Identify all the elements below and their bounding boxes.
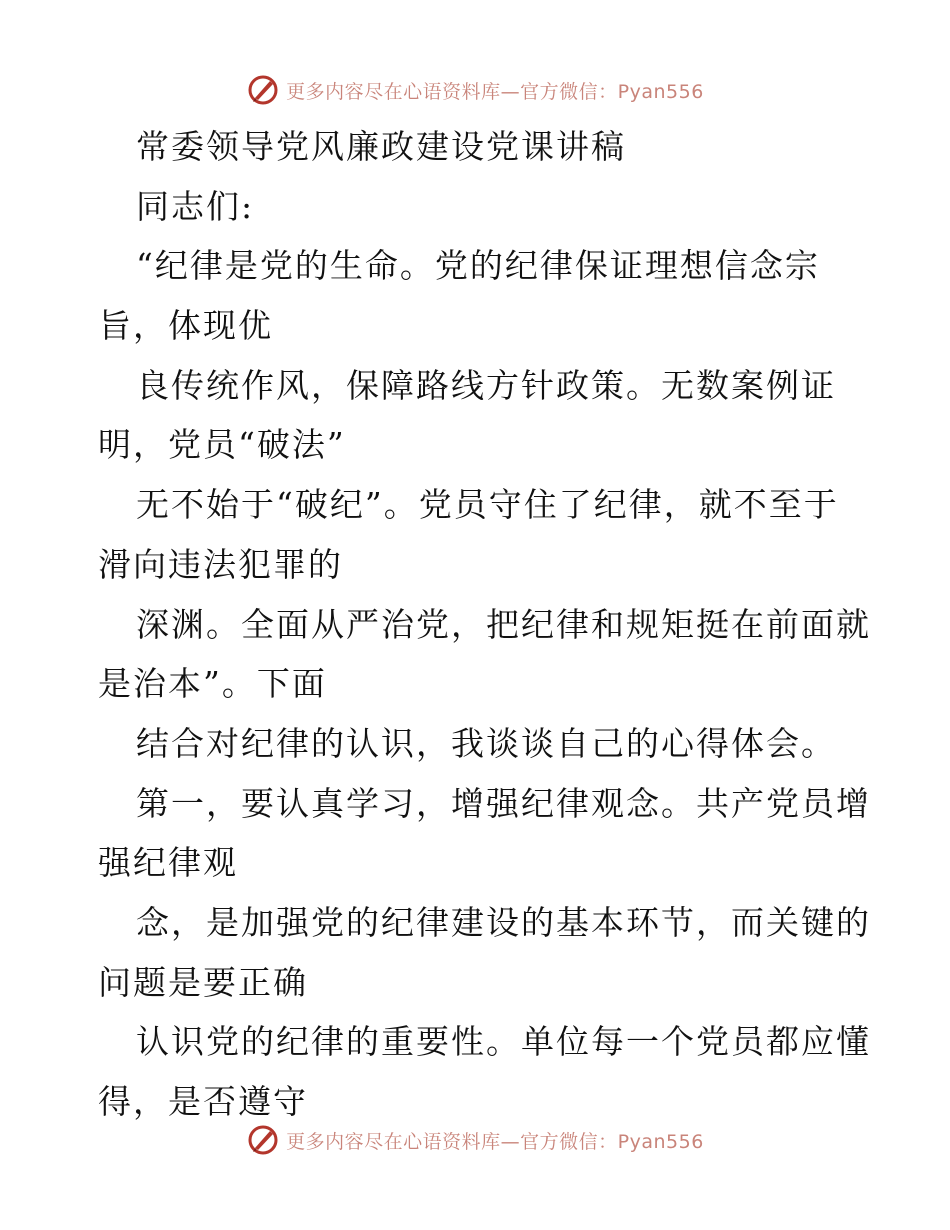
text-line: 滑向违法犯罪的 xyxy=(98,544,343,584)
watermark-text: 更多内容尽在心语资料库—官方微信：Pyan556 xyxy=(286,1130,704,1153)
watermark-text: 更多内容尽在心语资料库—官方微信：Pyan556 xyxy=(286,80,704,103)
text-line: 良传统作风，保障路线方针政策。无数案例证 xyxy=(136,365,836,405)
text-line: 深渊。全面从严治党，把纪律和规矩挺在前面就 xyxy=(136,604,871,644)
text-line: “纪律是党的生命。党的纪律保证理想信念宗 xyxy=(136,246,820,286)
text-line: 无不始于“破纪”。党员守住了纪律，就不至于 xyxy=(136,485,839,525)
document-body xyxy=(98,124,871,1139)
text-line: 是治本”。下面 xyxy=(98,664,327,704)
quill-pen-circle-icon xyxy=(246,1123,280,1157)
text-line: 得，是否遵守 xyxy=(98,1082,308,1121)
quill-pen-circle-icon xyxy=(246,73,280,107)
text-line: 明，党员“破法” xyxy=(98,425,346,465)
text-line: 旨，体现优 xyxy=(98,306,273,346)
footer-watermark xyxy=(0,1122,950,1158)
text-line: 结合对纪律的认识，我谈谈自己的心得体会。 xyxy=(136,723,836,763)
text-line: 念，是加强党的纪律建设的基本环节，而关键的 xyxy=(136,902,871,942)
text-line: 强纪律观 xyxy=(98,843,238,883)
text-line: 同志们: xyxy=(136,186,255,226)
text-line: 第一，要认真学习，增强纪律观念。共产党员增 xyxy=(136,783,871,823)
text-line: 问题是要正确 xyxy=(98,962,308,1002)
text-line: 认识党的纪律的重要性。单位每一个党员都应懂 xyxy=(136,1022,871,1062)
text-line: 常委领导党风廉政建设党课讲稿 xyxy=(136,127,626,166)
header-watermark xyxy=(0,72,950,108)
